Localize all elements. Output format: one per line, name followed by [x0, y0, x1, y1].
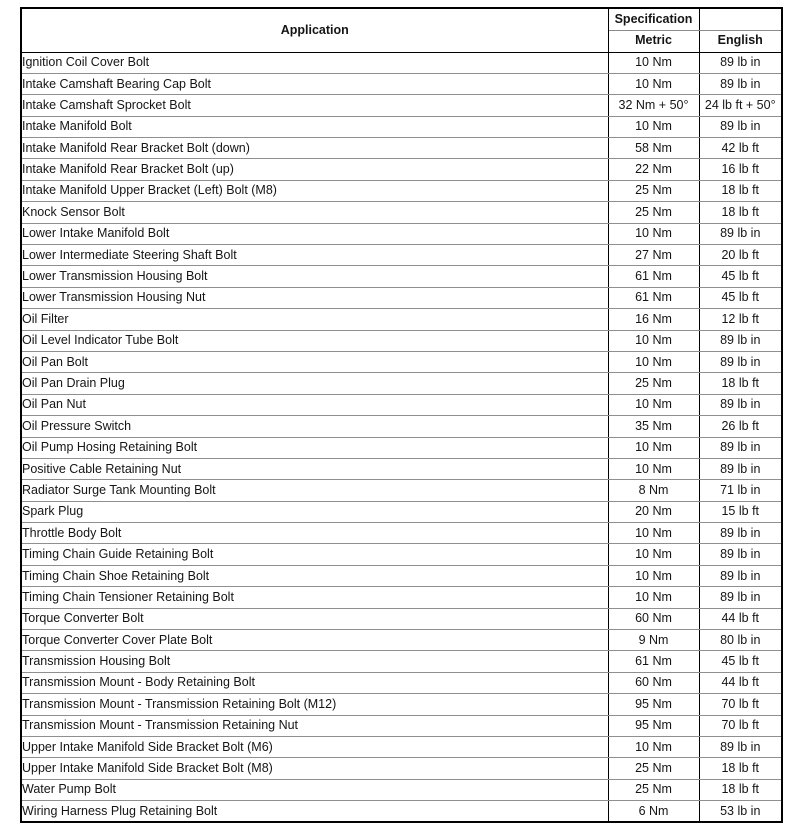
cell-application: Intake Manifold Rear Bracket Bolt (up) [21, 159, 608, 180]
table-row [21, 223, 782, 244]
cell-metric: 35 Nm [608, 416, 699, 437]
table-row [21, 544, 782, 565]
cell-application: Transmission Mount - Transmission Retaining Bolt (M12) [21, 694, 608, 715]
cell-english: 89 lb in [699, 587, 782, 608]
cell-application: Knock Sensor Bolt [21, 202, 608, 223]
cell-application: Upper Intake Manifold Side Bracket Bolt (M6) [21, 737, 608, 758]
cell-english: 70 lb ft [699, 694, 782, 715]
cell-english: 45 lb ft [699, 266, 782, 287]
table-row [21, 715, 782, 736]
cell-metric: 10 Nm [608, 523, 699, 544]
cell-application: Transmission Housing Bolt [21, 651, 608, 672]
table-row [21, 394, 782, 415]
table-row [21, 138, 782, 159]
cell-english: 89 lb in [699, 73, 782, 94]
cell-application: Timing Chain Tensioner Retaining Bolt [21, 587, 608, 608]
cell-metric: 22 Nm [608, 159, 699, 180]
cell-application: Timing Chain Guide Retaining Bolt [21, 544, 608, 565]
cell-english: 42 lb ft [699, 138, 782, 159]
cell-metric: 10 Nm [608, 437, 699, 458]
cell-application: Torque Converter Cover Plate Bolt [21, 630, 608, 651]
cell-metric: 60 Nm [608, 608, 699, 629]
table-row [21, 437, 782, 458]
cell-english: 18 lb ft [699, 180, 782, 201]
table-row [21, 501, 782, 522]
cell-english: 71 lb in [699, 480, 782, 501]
table-row [21, 458, 782, 479]
table-row [21, 694, 782, 715]
table-row [21, 416, 782, 437]
cell-application: Lower Transmission Housing Bolt [21, 266, 608, 287]
table-row [21, 480, 782, 501]
cell-metric: 10 Nm [608, 458, 699, 479]
cell-english: 44 lb ft [699, 672, 782, 693]
table-row [21, 351, 782, 372]
cell-english: 45 lb ft [699, 651, 782, 672]
cell-english: 89 lb in [699, 52, 782, 73]
cell-metric: 60 Nm [608, 672, 699, 693]
cell-metric: 25 Nm [608, 180, 699, 201]
cell-english: 70 lb ft [699, 715, 782, 736]
cell-application: Ignition Coil Cover Bolt [21, 52, 608, 73]
cell-metric: 95 Nm [608, 715, 699, 736]
cell-application: Torque Converter Bolt [21, 608, 608, 629]
table-row [21, 758, 782, 779]
cell-application: Intake Manifold Upper Bracket (Left) Bolt (M8) [21, 180, 608, 201]
cell-application: Intake Camshaft Sprocket Bolt [21, 95, 608, 116]
cell-metric: 10 Nm [608, 330, 699, 351]
cell-metric: 10 Nm [608, 73, 699, 94]
cell-metric: 32 Nm + 50° [608, 95, 699, 116]
cell-metric: 10 Nm [608, 565, 699, 586]
cell-english: 89 lb in [699, 437, 782, 458]
cell-application: Wiring Harness Plug Retaining Bolt [21, 801, 608, 822]
cell-application: Oil Pan Nut [21, 394, 608, 415]
cell-metric: 8 Nm [608, 480, 699, 501]
table-header-row-1 [21, 8, 782, 30]
cell-application: Upper Intake Manifold Side Bracket Bolt (M8) [21, 758, 608, 779]
table-row [21, 630, 782, 651]
cell-application: Oil Pan Bolt [21, 351, 608, 372]
cell-metric: 58 Nm [608, 138, 699, 159]
table-row [21, 116, 782, 137]
table-row [21, 95, 782, 116]
cell-english: 89 lb in [699, 116, 782, 137]
cell-application: Lower Transmission Housing Nut [21, 287, 608, 308]
cell-english: 26 lb ft [699, 416, 782, 437]
cell-english: 89 lb in [699, 523, 782, 544]
cell-metric: 95 Nm [608, 694, 699, 715]
table-row [21, 801, 782, 822]
cell-english: 89 lb in [699, 544, 782, 565]
cell-english: 89 lb in [699, 394, 782, 415]
cell-metric: 61 Nm [608, 287, 699, 308]
cell-application: Lower Intake Manifold Bolt [21, 223, 608, 244]
cell-english: 89 lb in [699, 458, 782, 479]
cell-application: Intake Manifold Bolt [21, 116, 608, 137]
table-header [21, 8, 782, 52]
table-row [21, 608, 782, 629]
table-row [21, 202, 782, 223]
torque-specifications-table [20, 7, 783, 823]
cell-application: Oil Pressure Switch [21, 416, 608, 437]
cell-metric: 10 Nm [608, 223, 699, 244]
cell-application: Oil Pan Drain Plug [21, 373, 608, 394]
cell-application: Oil Level Indicator Tube Bolt [21, 330, 608, 351]
cell-metric: 25 Nm [608, 779, 699, 800]
cell-metric: 25 Nm [608, 758, 699, 779]
cell-metric: 16 Nm [608, 309, 699, 330]
cell-metric: 10 Nm [608, 351, 699, 372]
cell-metric: 10 Nm [608, 737, 699, 758]
cell-english: 12 lb ft [699, 309, 782, 330]
cell-english: 89 lb in [699, 330, 782, 351]
cell-english: 44 lb ft [699, 608, 782, 629]
cell-application: Positive Cable Retaining Nut [21, 458, 608, 479]
cell-english: 45 lb ft [699, 287, 782, 308]
cell-metric: 27 Nm [608, 245, 699, 266]
table-row [21, 245, 782, 266]
cell-english: 24 lb ft + 50° [699, 95, 782, 116]
cell-metric: 25 Nm [608, 373, 699, 394]
column-header-english: English [699, 30, 782, 52]
cell-english: 18 lb ft [699, 779, 782, 800]
cell-english: 80 lb in [699, 630, 782, 651]
table-row [21, 309, 782, 330]
table-row [21, 266, 782, 287]
cell-english: 20 lb ft [699, 245, 782, 266]
cell-application: Lower Intermediate Steering Shaft Bolt [21, 245, 608, 266]
cell-metric: 6 Nm [608, 801, 699, 822]
cell-metric: 10 Nm [608, 587, 699, 608]
cell-english: 18 lb ft [699, 202, 782, 223]
column-header-application: Application [21, 8, 608, 52]
table-row [21, 73, 782, 94]
table-row [21, 159, 782, 180]
cell-english: 89 lb in [699, 565, 782, 586]
table-row [21, 737, 782, 758]
column-header-blank [699, 8, 782, 30]
cell-application: Spark Plug [21, 501, 608, 522]
cell-metric: 20 Nm [608, 501, 699, 522]
cell-metric: 10 Nm [608, 394, 699, 415]
cell-metric: 25 Nm [608, 202, 699, 223]
cell-english: 15 lb ft [699, 501, 782, 522]
table-row [21, 587, 782, 608]
cell-english: 53 lb in [720, 803, 761, 818]
cell-metric: 9 Nm [608, 630, 699, 651]
table-row [21, 330, 782, 351]
table-row [21, 565, 782, 586]
cell-metric: 10 Nm [608, 116, 699, 137]
cell-metric: 61 Nm [608, 651, 699, 672]
table-row [21, 672, 782, 693]
cell-application: Intake Manifold Rear Bracket Bolt (down) [21, 138, 608, 159]
cell-metric: 10 Nm [608, 544, 699, 565]
cell-application: Water Pump Bolt [21, 779, 608, 800]
cell-english: 16 lb ft [699, 159, 782, 180]
cell-english: 18 lb ft [699, 758, 782, 779]
cell-application: Transmission Mount - Transmission Retaining Nut [21, 715, 608, 736]
table-row [21, 180, 782, 201]
column-header-specification: Specification [608, 8, 699, 30]
cell-application: Oil Filter [21, 309, 608, 330]
table-row [21, 287, 782, 308]
table-body [21, 52, 782, 822]
table-row [21, 779, 782, 800]
table-row [21, 52, 782, 73]
table-row [21, 651, 782, 672]
column-header-metric: Metric [608, 30, 699, 52]
table-row [21, 523, 782, 544]
cell-english: 89 lb in [699, 737, 782, 758]
cell-application: Intake Camshaft Bearing Cap Bolt [21, 73, 608, 94]
cell-english: 18 lb ft [699, 373, 782, 394]
table-row [21, 373, 782, 394]
cell-application: Transmission Mount - Body Retaining Bolt [21, 672, 608, 693]
cell-english: 89 lb in [699, 351, 782, 372]
cell-metric: 10 Nm [608, 52, 699, 73]
cell-application: Throttle Body Bolt [21, 523, 608, 544]
cell-application: Oil Pump Hosing Retaining Bolt [21, 437, 608, 458]
cell-metric: 61 Nm [608, 266, 699, 287]
cell-english: 89 lb in [699, 223, 782, 244]
cell-application: Radiator Surge Tank Mounting Bolt [21, 480, 608, 501]
cell-application: Timing Chain Shoe Retaining Bolt [21, 565, 608, 586]
